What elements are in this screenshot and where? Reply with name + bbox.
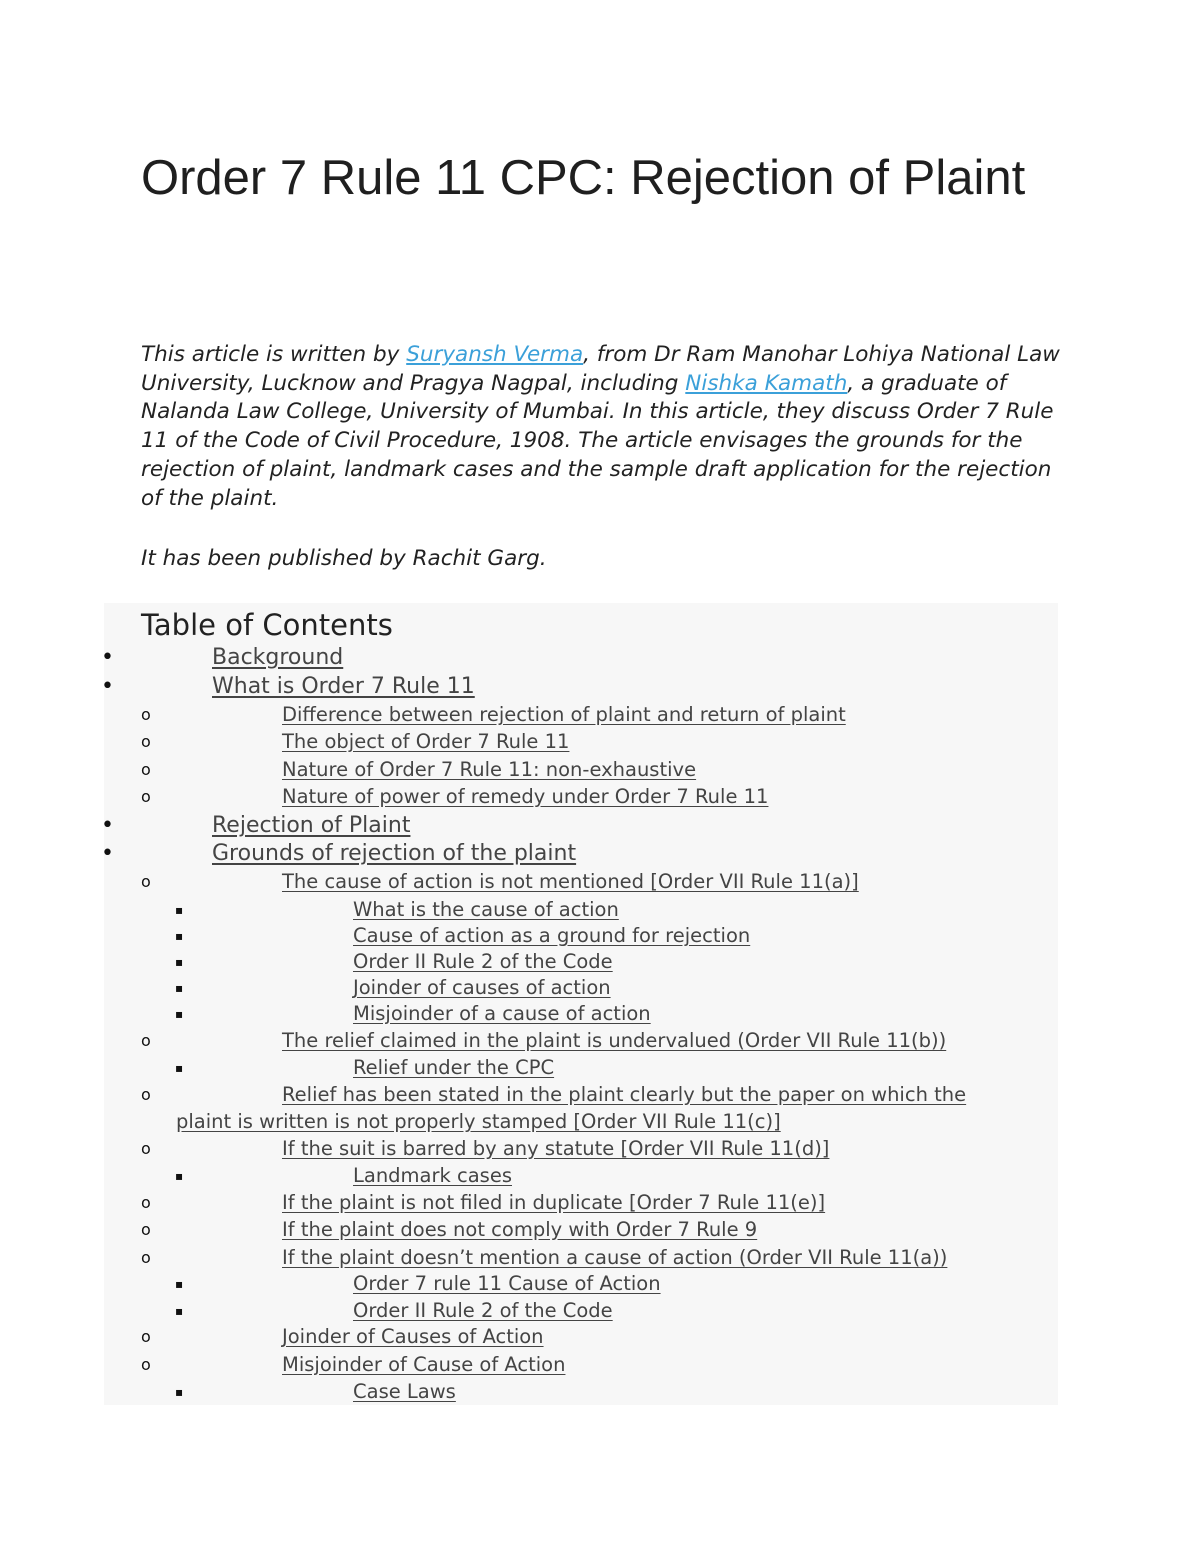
toc-link-what-is-order-7-rule-11[interactable]: What is Order 7 Rule 11 [212,674,475,699]
toc-item [0,1163,1200,1191]
toc-link-joinder-of-causes-of-action[interactable]: Joinder of Causes of Action [282,1325,544,1348]
toc-item [0,756,1200,784]
toc-item [0,1081,1200,1109]
toc-item [0,1271,1200,1299]
toc-link-joinder-of-causes[interactable]: Joinder of causes of action [353,976,611,999]
bullet-square-icon: ▪ [175,1277,184,1291]
toc-item [0,1351,1200,1379]
intro-text-2: , from Dr Ram Manohar Lohiya National Law University, Lucknow and Pragya Nagpal, including [141,342,1060,396]
bullet-square-icon: ▪ [175,1304,184,1318]
bullet-square-icon: ▪ [175,903,184,917]
bullet-circle-icon: o [141,760,151,779]
bullet-dot-icon: • [101,813,114,838]
bullet-circle-icon: o [141,732,151,751]
toc-item [0,1244,1200,1272]
article-intro [141,341,1071,513]
toc-link-nature-non-exhaustive[interactable]: Nature of Order 7 Rule 11: non-exhaustive [282,758,697,781]
intro-text-1: This article is written by [141,342,407,367]
toc-item [0,1001,1200,1029]
bullet-dot-icon: • [101,841,114,866]
toc-link-not-properly-stamped-continued[interactable]: plaint is written is not properly stamped [Order VII Rule 11(c)] [176,1110,781,1133]
toc-item [0,1379,1200,1407]
toc-link-not-properly-stamped[interactable]: Relief has been stated in the plaint clearly but the paper on which the [282,1083,967,1106]
author-link-nishka-kamath[interactable]: Nishka Kamath [685,370,848,396]
toc-link-relief-undervalued[interactable]: The relief claimed in the plaint is undervalued (Order VII Rule 11(b)) [282,1029,947,1052]
toc-item [0,923,1200,951]
toc-link-not-filed-in-duplicate[interactable]: If the plaint is not filed in duplicate [Order 7 Rule 11(e)] [282,1191,826,1214]
bullet-circle-icon: o [141,1031,151,1050]
bullet-circle-icon: o [141,1139,151,1158]
bullet-dot-icon: • [101,674,114,699]
toc-item [0,1027,1200,1055]
bullet-square-icon: ▪ [175,955,184,969]
toc-item [0,949,1200,977]
toc-link-difference-rejection-return[interactable]: Difference between rejection of plaint and return of plaint [282,703,846,726]
bullet-square-icon: ▪ [175,1385,184,1399]
bullet-circle-icon: o [141,1220,151,1239]
toc-link-misjoinder-of-cause[interactable]: Misjoinder of a cause of action [353,1002,651,1025]
toc-item [0,1298,1200,1326]
toc-item [0,644,1200,672]
toc-link-barred-by-statute[interactable]: If the suit is barred by any statute [Order VII Rule 11(d)] [282,1137,830,1160]
toc-item [0,783,1200,811]
toc-title: Table of Contents [141,608,393,642]
bullet-square-icon: ▪ [175,1007,184,1021]
bullet-circle-icon: o [141,872,151,891]
toc-item [0,701,1200,729]
toc-link-relief-under-cpc[interactable]: Relief under the CPC [353,1056,555,1079]
toc-link-order-7-rule-11-cause[interactable]: Order 7 rule 11 Cause of Action [353,1272,661,1295]
toc-link-order-ii-rule-2[interactable]: Order II Rule 2 of the Code [353,950,613,973]
toc-link-landmark-cases[interactable]: Landmark cases [353,1164,512,1187]
toc-item [0,728,1200,756]
bullet-dot-icon: • [101,645,114,670]
toc-item [0,673,1200,701]
bullet-circle-icon: o [141,1355,151,1374]
toc-item [0,868,1200,896]
toc-link-rejection-of-plaint[interactable]: Rejection of Plaint [212,813,411,838]
bullet-square-icon: ▪ [175,1169,184,1183]
bullet-circle-icon: o [141,705,151,724]
toc-item [0,1189,1200,1217]
bullet-circle-icon: o [141,1248,151,1267]
author-link-suryansh-verma[interactable]: Suryansh Verma [406,342,584,367]
toc-item [0,1135,1200,1163]
toc-link-order-ii-rule-2-second[interactable]: Order II Rule 2 of the Code [353,1299,613,1322]
bullet-circle-icon: o [141,1085,151,1104]
published-by: It has been published by Rachit Garg. [141,546,547,571]
toc-link-what-is-cause-of-action[interactable]: What is the cause of action [353,898,619,921]
bullet-square-icon: ▪ [175,1061,184,1075]
toc-item [0,1055,1200,1083]
toc-link-doesnt-mention-cause[interactable]: If the plaint doesn’t mention a cause of action (Order VII Rule 11(a)) [282,1246,948,1269]
toc-link-cause-not-mentioned[interactable]: The cause of action is not mentioned [Order VII Rule 11(a)] [282,870,859,893]
bullet-circle-icon: o [141,1193,151,1212]
toc-item [0,840,1200,868]
toc-link-object-of-order[interactable]: The object of Order 7 Rule 11 [282,730,570,753]
toc-item [0,897,1200,925]
toc-link-misjoinder-of-cause-of-action[interactable]: Misjoinder of Cause of Action [282,1353,566,1376]
toc-item [0,812,1200,840]
toc-link-cause-as-ground[interactable]: Cause of action as a ground for rejection [353,924,751,947]
bullet-square-icon: ▪ [175,929,184,943]
toc-item [0,975,1200,1003]
bullet-circle-icon: o [141,1327,151,1346]
toc-item [0,1216,1200,1244]
intro-text-3: , a graduate of Nalanda Law College, University of Mumbai. In this article, they discuss Order 7 Rule 11 of the Code of Civil Procedure, 1908. The article envisages the grounds for the rejection of plaint, landmark cases and the sample draft application for the rejection of the plaint. [141,370,1054,511]
toc-link-case-laws[interactable]: Case Laws [353,1380,456,1403]
toc-item [0,1108,1200,1136]
bullet-square-icon: ▪ [175,981,184,995]
bullet-circle-icon: o [141,787,151,806]
toc-link-grounds-of-rejection[interactable]: Grounds of rejection of the plaint [212,841,577,866]
toc-link-not-comply-rule-9[interactable]: If the plaint does not comply with Order 7 Rule 9 [282,1218,758,1241]
article-title: Order 7 Rule 11 CPC: Rejection of Plaint [141,151,1026,205]
toc-link-background[interactable]: Background [212,645,344,670]
toc-item [0,1323,1200,1351]
toc-link-nature-of-power[interactable]: Nature of power of remedy under Order 7 Rule 11 [282,785,769,808]
